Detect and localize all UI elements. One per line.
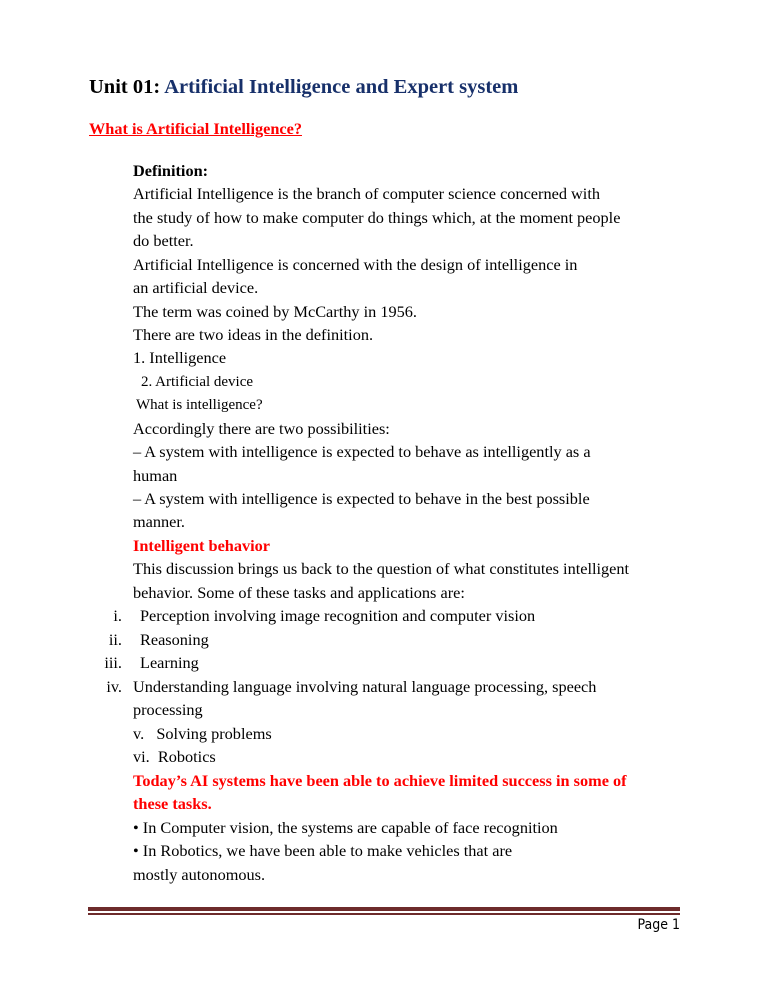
page-title <box>89 76 518 99</box>
list-number: i. <box>113 606 122 625</box>
section-heading: What is Artificial Intelligence? <box>89 119 302 138</box>
text-line: What is intelligence? <box>136 397 263 413</box>
subheading: Intelligent behavior <box>133 536 271 555</box>
list-number: ii. <box>108 630 122 649</box>
text-line: Artificial Intelligence is concerned with the design of intelligence in <box>133 255 578 274</box>
text-line: human <box>133 466 178 485</box>
text-line: an artificial device. <box>133 278 259 297</box>
list-item: Understanding language involving natural language processing, speech <box>133 677 597 696</box>
list-item: v. Solving problems <box>133 724 272 743</box>
text-line: mostly autonomous. <box>133 865 266 884</box>
text-line: the study of how to make computer do things which, at the moment people <box>133 208 621 227</box>
text-line: – A system with intelligence is expected to behave in the best possible <box>133 489 590 508</box>
list-number: iii. <box>104 653 122 672</box>
title-prefix: Unit 01: <box>89 76 161 98</box>
list-item: Learning <box>140 653 199 672</box>
text-line: There are two ideas in the definition. <box>133 325 374 344</box>
text-line: This discussion brings us back to the question of what constitutes intelligent <box>133 559 630 578</box>
bullet-item: • In Computer vision, the systems are capable of face recognition <box>133 818 558 837</box>
list-number: iv. <box>106 677 122 696</box>
text-line: – A system with intelligence is expected to behave as intelligently as a <box>133 442 591 461</box>
text-line: manner. <box>133 512 185 531</box>
text-line: behavior. Some of these tasks and applications are: <box>133 583 465 602</box>
text-line: do better. <box>133 231 194 250</box>
footer-rule-thin <box>88 913 680 915</box>
page-number: Page 1 <box>637 917 680 933</box>
title-text: Artificial Intelligence and Expert system <box>164 76 519 98</box>
footer-rule <box>88 907 680 911</box>
definition-label: Definition: <box>133 161 209 180</box>
text-line: 1. Intelligence <box>133 348 227 367</box>
text-line: processing <box>133 700 203 719</box>
text-line: Accordingly there are two possibilities: <box>133 419 390 438</box>
text-line: The term was coined by McCarthy in 1956. <box>133 302 417 321</box>
text-line: Artificial Intelligence is the branch of computer science concerned with <box>133 184 600 203</box>
list-item: Perception involving image recognition and computer vision <box>140 606 536 625</box>
bullet-item: • In Robotics, we have been able to make vehicles that are <box>133 841 513 860</box>
subheading: Today’s AI systems have been able to achieve limited success in some of <box>133 771 627 790</box>
text-line: 2. Artificial device <box>141 374 254 390</box>
list-item: Reasoning <box>140 630 209 649</box>
list-item: vi. Robotics <box>133 747 216 766</box>
subheading: these tasks. <box>133 794 212 813</box>
